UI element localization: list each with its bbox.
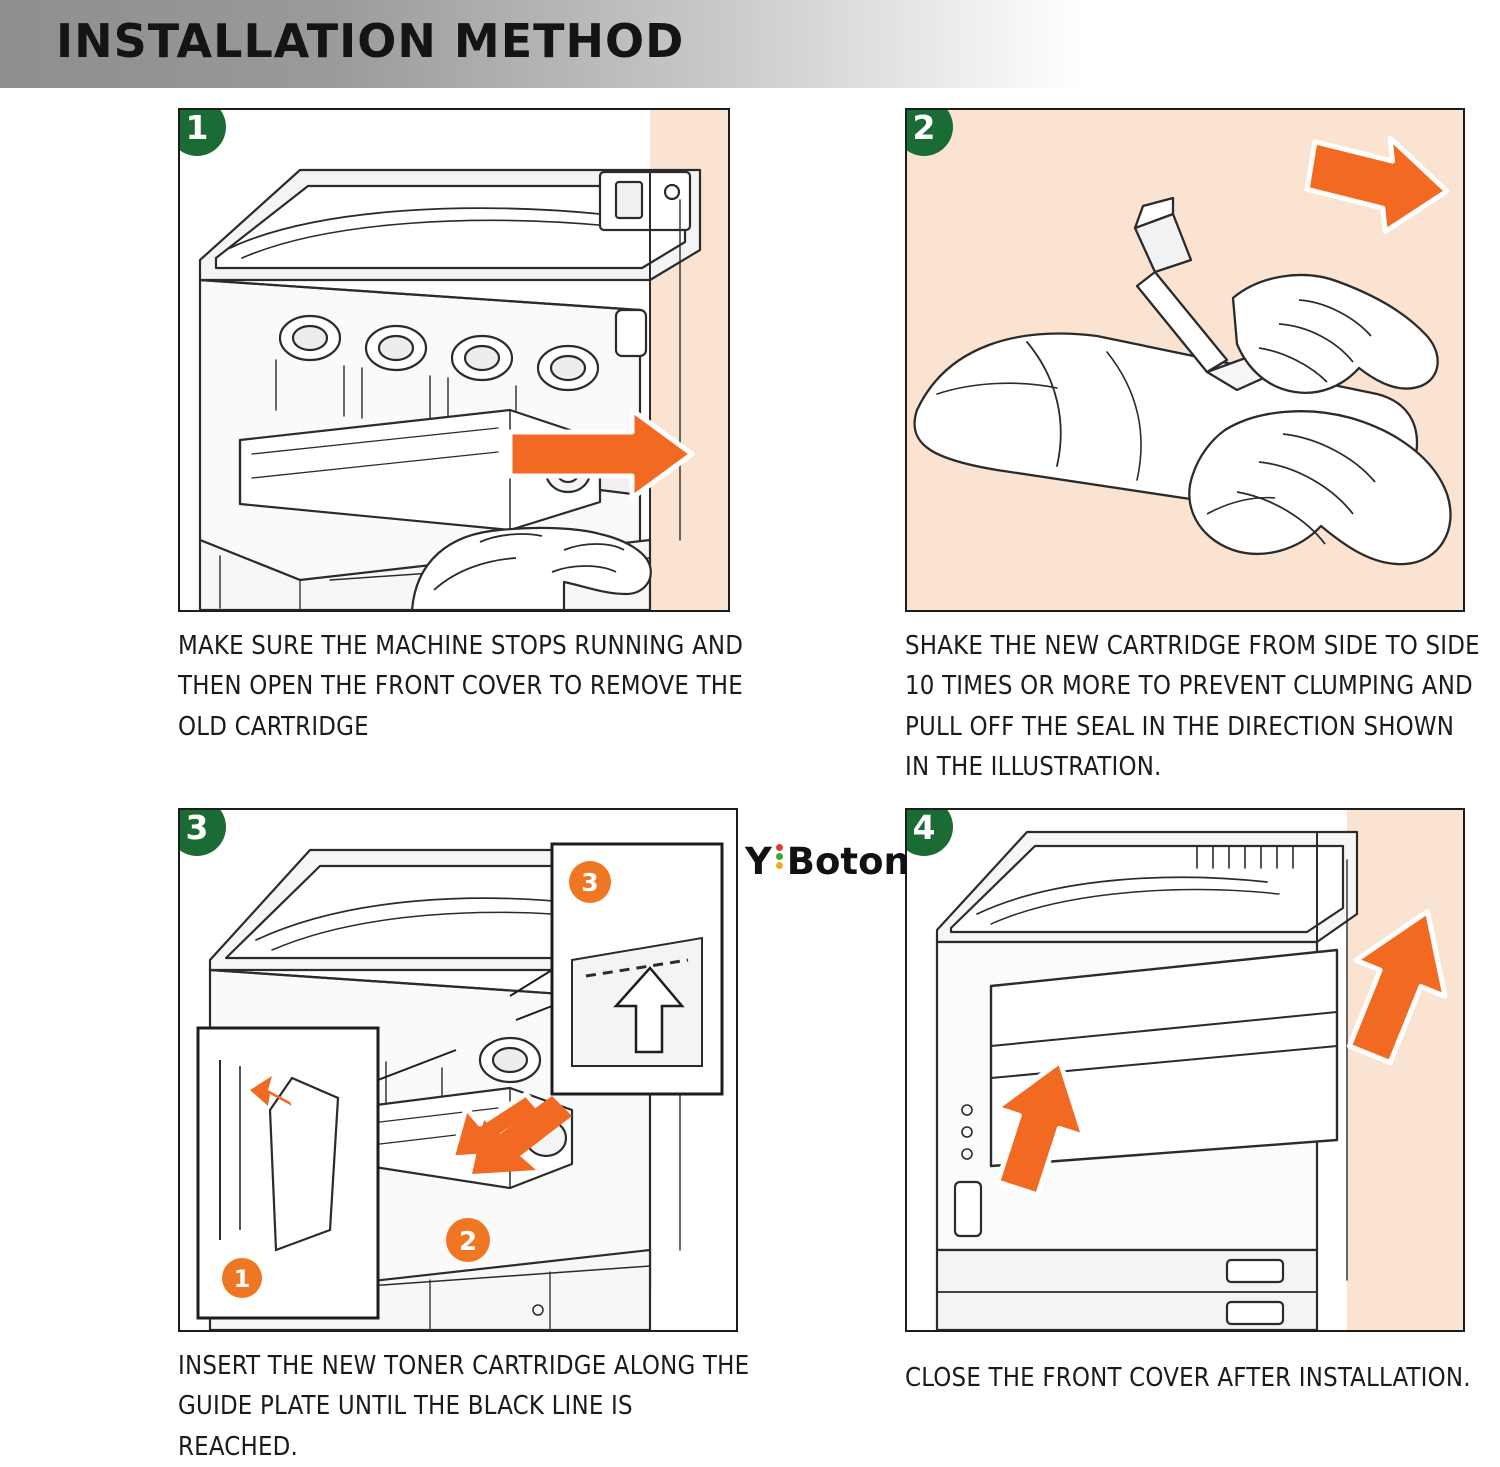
insert-cartridge-illustration (180, 810, 736, 1330)
header-bar (0, 0, 1500, 88)
svg-text:2: 2 (458, 1227, 478, 1257)
inset-callout-1 (198, 1028, 378, 1318)
step-1-badge: 1 (178, 108, 226, 156)
step-1-caption: MAKE SURE THE MACHINE STOPS RUNNING AND THEN OPEN THE FRONT COVER TO REMOVE THE OLD CARTRIDGE (178, 631, 744, 742)
step-2-figure (905, 108, 1465, 612)
step-3 (178, 808, 758, 1467)
shake-cartridge-illustration (907, 110, 1463, 610)
page-title: INSTALLATION METHOD (56, 14, 685, 68)
svg-text:3: 3 (581, 868, 599, 897)
brand-suffix: Boton (786, 840, 910, 883)
step-4-badge: 4 (905, 808, 953, 856)
step-3-badge: 3 (178, 808, 226, 856)
step-1 (178, 108, 748, 747)
step-1-figure (178, 108, 730, 612)
svg-text:1: 1 (233, 1265, 251, 1293)
step-2-badge: 2 (905, 108, 953, 156)
brand-logo (745, 840, 910, 883)
step-3-figure (178, 808, 738, 1332)
step-4-figure (905, 808, 1465, 1332)
step-3-caption: INSERT THE NEW TONER CARTRIDGE ALONG THE GUIDE PLATE UNTIL THE BLACK LINE IS REACHED. (178, 1351, 750, 1462)
step-2 (905, 108, 1485, 787)
inset-callout-3 (552, 844, 722, 1094)
steps-grid (0, 88, 1500, 1462)
close-front-cover-illustration (907, 810, 1463, 1330)
step-2-caption: SHAKE THE NEW CARTRIDGE FROM SIDE TO SIDE 10 TIMES OR MORE TO PREVENT CLUMPING AND PULL OFF THE SEAL IN THE DIRECTION SHOWN IN THE ILLUSTRATION. (905, 631, 1480, 782)
brand-prefix: Y (745, 840, 772, 883)
printer-front-open-illustration (180, 110, 728, 610)
step-4-caption: CLOSE THE FRONT COVER AFTER INSTALLATION. (905, 1363, 1471, 1393)
step-4 (905, 808, 1485, 1398)
brand-dots-icon (773, 844, 786, 874)
